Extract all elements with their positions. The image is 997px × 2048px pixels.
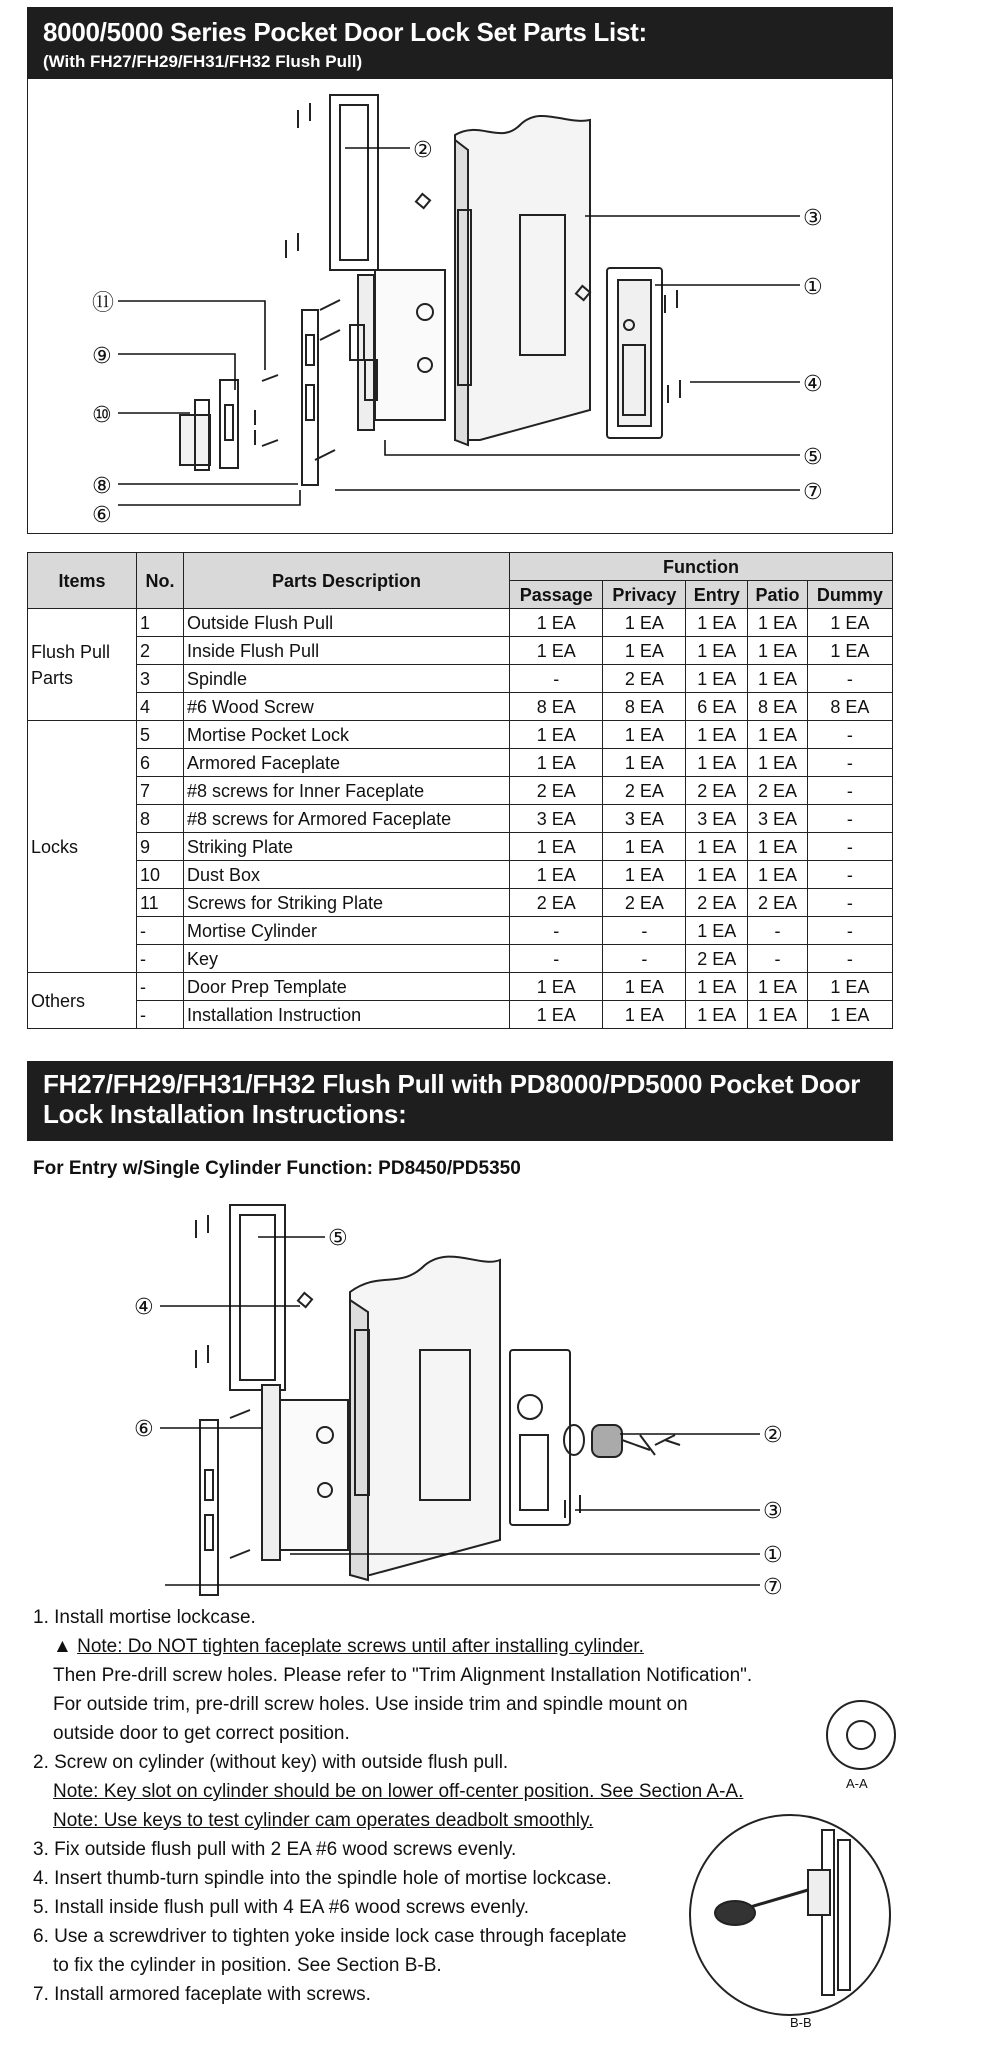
- part-desc: Door Prep Template: [184, 973, 510, 1001]
- step-6-text-b: to fix the cylinder in position. See Section B-B.: [53, 1955, 442, 1976]
- step-4: 4. Insert thumb-turn spindle into the spindle hole of mortise lockcase.: [33, 1868, 612, 1889]
- section-aa-label: A-A: [846, 1776, 868, 1791]
- qty-cell: -: [510, 917, 603, 945]
- qty-cell: 1 EA: [603, 749, 686, 777]
- part-desc: Installation Instruction: [184, 1001, 510, 1029]
- parts-table: [27, 552, 893, 1029]
- qty-cell: 1 EA: [510, 609, 603, 637]
- qty-cell: 1 EA: [686, 665, 748, 693]
- table-row: [28, 1001, 893, 1029]
- qty-cell: -: [807, 721, 892, 749]
- step-1-note: Note: Do NOT tighten faceplate screws until after installing cylinder.: [77, 1636, 644, 1657]
- table-row: [28, 693, 893, 721]
- qty-cell: 1 EA: [603, 861, 686, 889]
- col-privacy: Privacy: [603, 581, 686, 609]
- qty-cell: 1 EA: [686, 637, 748, 665]
- qty-cell: 2 EA: [603, 777, 686, 805]
- callout-4: ④: [803, 372, 823, 397]
- col-function: Function: [510, 553, 893, 581]
- qty-cell: 3 EA: [686, 805, 748, 833]
- qty-cell: 8 EA: [807, 693, 892, 721]
- qty-cell: 8 EA: [603, 693, 686, 721]
- step-1: 1. Install mortise lockcase.: [33, 1607, 256, 1628]
- qty-cell: 1 EA: [748, 609, 808, 637]
- qty-cell: -: [807, 945, 892, 973]
- part-no: 9: [137, 833, 184, 861]
- part-no: 7: [137, 777, 184, 805]
- qty-cell: -: [807, 749, 892, 777]
- part-desc: #8 screws for Armored Faceplate: [184, 805, 510, 833]
- qty-cell: 1 EA: [748, 637, 808, 665]
- qty-cell: 1 EA: [686, 609, 748, 637]
- table-row: [28, 637, 893, 665]
- step-1-note-row: [33, 1632, 853, 1661]
- part-no: 3: [137, 665, 184, 693]
- step-1-text-b: For outside trim, pre-drill screw holes. Use inside trim and spindle mount on: [53, 1694, 688, 1715]
- qty-cell: 1 EA: [807, 1001, 892, 1029]
- qty-cell: 1 EA: [686, 973, 748, 1001]
- qty-cell: -: [807, 861, 892, 889]
- qty-cell: 6 EA: [686, 693, 748, 721]
- callout-3: ③: [803, 206, 823, 231]
- group-name: Locks: [28, 721, 137, 973]
- col-passage: Passage: [510, 581, 603, 609]
- qty-cell: 1 EA: [603, 637, 686, 665]
- col-entry: Entry: [686, 581, 748, 609]
- section-bb-label: B-B: [790, 2015, 812, 2030]
- step-callout-3: ③: [763, 1499, 783, 1524]
- step-2-note-1: Note: Key slot on cylinder should be on lower off-center position. See Section A-A.: [53, 1781, 744, 1802]
- callout-2: ②: [413, 138, 433, 163]
- qty-cell: -: [807, 917, 892, 945]
- exploded-diagram-frame: [27, 79, 893, 534]
- callout-9: ⑨: [92, 344, 112, 369]
- part-no: -: [137, 917, 184, 945]
- qty-cell: 2 EA: [603, 889, 686, 917]
- callout-6: ⑥: [92, 503, 112, 528]
- qty-cell: -: [807, 889, 892, 917]
- table-row: [28, 777, 893, 805]
- qty-cell: 1 EA: [748, 861, 808, 889]
- step-callout-1: ①: [763, 1543, 783, 1568]
- qty-cell: 1 EA: [510, 721, 603, 749]
- qty-cell: 1 EA: [510, 833, 603, 861]
- warning-icon: ▲: [53, 1636, 72, 1657]
- part-desc: Dust Box: [184, 861, 510, 889]
- qty-cell: -: [603, 945, 686, 973]
- qty-cell: -: [807, 805, 892, 833]
- qty-cell: 1 EA: [510, 1001, 603, 1029]
- table-row: [28, 833, 893, 861]
- part-desc: Key: [184, 945, 510, 973]
- step-1-text-a: Then Pre-drill screw holes. Please refer to "Trim Alignment Installation Notification".: [53, 1665, 753, 1686]
- step-2: 2. Screw on cylinder (without key) with outside flush pull.: [33, 1752, 509, 1773]
- parts-list-subtitle: (With FH27/FH29/FH31/FH32 Flush Pull): [43, 52, 363, 71]
- qty-cell: 1 EA: [748, 665, 808, 693]
- qty-cell: -: [807, 665, 892, 693]
- qty-cell: -: [807, 833, 892, 861]
- table-row: [28, 861, 893, 889]
- part-no: -: [137, 973, 184, 1001]
- table-row: [28, 749, 893, 777]
- qty-cell: 1 EA: [748, 721, 808, 749]
- qty-cell: 3 EA: [510, 805, 603, 833]
- qty-cell: 8 EA: [748, 693, 808, 721]
- part-no: 6: [137, 749, 184, 777]
- qty-cell: -: [748, 945, 808, 973]
- part-no: 5: [137, 721, 184, 749]
- qty-cell: 1 EA: [603, 833, 686, 861]
- table-row: [28, 889, 893, 917]
- qty-cell: 2 EA: [748, 777, 808, 805]
- qty-cell: 2 EA: [603, 665, 686, 693]
- qty-cell: 1 EA: [748, 749, 808, 777]
- qty-cell: 1 EA: [510, 637, 603, 665]
- parts-table-body: [28, 609, 893, 1029]
- qty-cell: 1 EA: [686, 833, 748, 861]
- qty-cell: 2 EA: [686, 889, 748, 917]
- table-row: [28, 973, 893, 1001]
- part-no: 4: [137, 693, 184, 721]
- part-no: 11: [137, 889, 184, 917]
- qty-cell: 1 EA: [686, 721, 748, 749]
- qty-cell: 1 EA: [603, 973, 686, 1001]
- part-desc: Screws for Striking Plate: [184, 889, 510, 917]
- qty-cell: 1 EA: [748, 1001, 808, 1029]
- qty-cell: 1 EA: [686, 917, 748, 945]
- qty-cell: 1 EA: [603, 609, 686, 637]
- group-name: Flush Pull Parts: [28, 609, 137, 721]
- qty-cell: 1 EA: [510, 861, 603, 889]
- qty-cell: 1 EA: [686, 861, 748, 889]
- table-row: [28, 805, 893, 833]
- qty-cell: -: [510, 945, 603, 973]
- col-no: No.: [137, 553, 184, 609]
- step-6: 6. Use a screwdriver to tighten yoke inside lock case through faceplate: [33, 1926, 627, 1947]
- entry-function-subtitle: For Entry w/Single Cylinder Function: PD8450/PD5350: [33, 1158, 521, 1179]
- step-callout-4: ④: [134, 1295, 154, 1320]
- table-row: [28, 721, 893, 749]
- callout-8: ⑧: [92, 474, 112, 499]
- table-row: [28, 945, 893, 973]
- group-name: Others: [28, 973, 137, 1029]
- callout-11: ⑪: [92, 291, 115, 316]
- part-desc: Armored Faceplate: [184, 749, 510, 777]
- installation-title: FH27/FH29/FH31/FH32 Flush Pull with PD8000/PD5000 Pocket Door Lock Installation Instructions:: [43, 1069, 861, 1129]
- qty-cell: 1 EA: [807, 637, 892, 665]
- callout-5: ⑤: [803, 445, 823, 470]
- part-no: 8: [137, 805, 184, 833]
- qty-cell: -: [748, 917, 808, 945]
- part-desc: #6 Wood Screw: [184, 693, 510, 721]
- part-desc: Spindle: [184, 665, 510, 693]
- qty-cell: 1 EA: [603, 721, 686, 749]
- part-desc: Inside Flush Pull: [184, 637, 510, 665]
- part-desc: Outside Flush Pull: [184, 609, 510, 637]
- step-3: 3. Fix outside flush pull with 2 EA #6 wood screws evenly.: [33, 1839, 517, 1860]
- col-dummy: Dummy: [807, 581, 892, 609]
- step-5: 5. Install inside flush pull with 4 EA #6 wood screws evenly.: [33, 1897, 530, 1918]
- part-no: 10: [137, 861, 184, 889]
- table-row: [28, 917, 893, 945]
- installation-steps: [33, 1603, 853, 2009]
- qty-cell: 1 EA: [748, 973, 808, 1001]
- qty-cell: 1 EA: [510, 973, 603, 1001]
- qty-cell: 3 EA: [748, 805, 808, 833]
- qty-cell: 1 EA: [807, 609, 892, 637]
- qty-cell: 1 EA: [748, 833, 808, 861]
- col-desc: Parts Description: [184, 553, 510, 609]
- qty-cell: 2 EA: [686, 777, 748, 805]
- part-desc: Mortise Cylinder: [184, 917, 510, 945]
- qty-cell: 2 EA: [510, 889, 603, 917]
- table-row: [28, 609, 893, 637]
- table-row: [28, 665, 893, 693]
- qty-cell: 8 EA: [510, 693, 603, 721]
- qty-cell: -: [603, 917, 686, 945]
- installation-header: [27, 1061, 893, 1141]
- parts-list-title: 8000/5000 Series Pocket Door Lock Set Parts List:: [43, 17, 647, 47]
- callout-7: ⑦: [803, 480, 823, 505]
- part-no: 2: [137, 637, 184, 665]
- col-items: Items: [28, 553, 137, 609]
- step-2-note-2: Note: Use keys to test cylinder cam operates deadbolt smoothly.: [53, 1810, 594, 1831]
- qty-cell: 2 EA: [748, 889, 808, 917]
- part-desc: Striking Plate: [184, 833, 510, 861]
- qty-cell: 1 EA: [603, 1001, 686, 1029]
- col-patio: Patio: [748, 581, 808, 609]
- qty-cell: 1 EA: [510, 749, 603, 777]
- qty-cell: 3 EA: [603, 805, 686, 833]
- step-1-text-c: outside door to get correct position.: [53, 1723, 350, 1744]
- qty-cell: 2 EA: [510, 777, 603, 805]
- part-desc: #8 screws for Inner Faceplate: [184, 777, 510, 805]
- callout-10: ⑩: [92, 403, 112, 428]
- qty-cell: 1 EA: [686, 1001, 748, 1029]
- qty-cell: 1 EA: [686, 749, 748, 777]
- step-callout-7: ⑦: [763, 1575, 783, 1600]
- qty-cell: -: [510, 665, 603, 693]
- parts-list-header: [27, 7, 893, 79]
- step-7: 7. Install armored faceplate with screws.: [33, 1984, 371, 2005]
- step-callout-5: ⑤: [328, 1226, 348, 1251]
- step-callout-6: ⑥: [134, 1417, 154, 1442]
- part-no: -: [137, 1001, 184, 1029]
- part-desc: Mortise Pocket Lock: [184, 721, 510, 749]
- callout-1: ①: [803, 275, 823, 300]
- step-callout-2: ②: [763, 1423, 783, 1448]
- part-no: 1: [137, 609, 184, 637]
- part-no: -: [137, 945, 184, 973]
- qty-cell: 1 EA: [807, 973, 892, 1001]
- qty-cell: -: [807, 777, 892, 805]
- qty-cell: 2 EA: [686, 945, 748, 973]
